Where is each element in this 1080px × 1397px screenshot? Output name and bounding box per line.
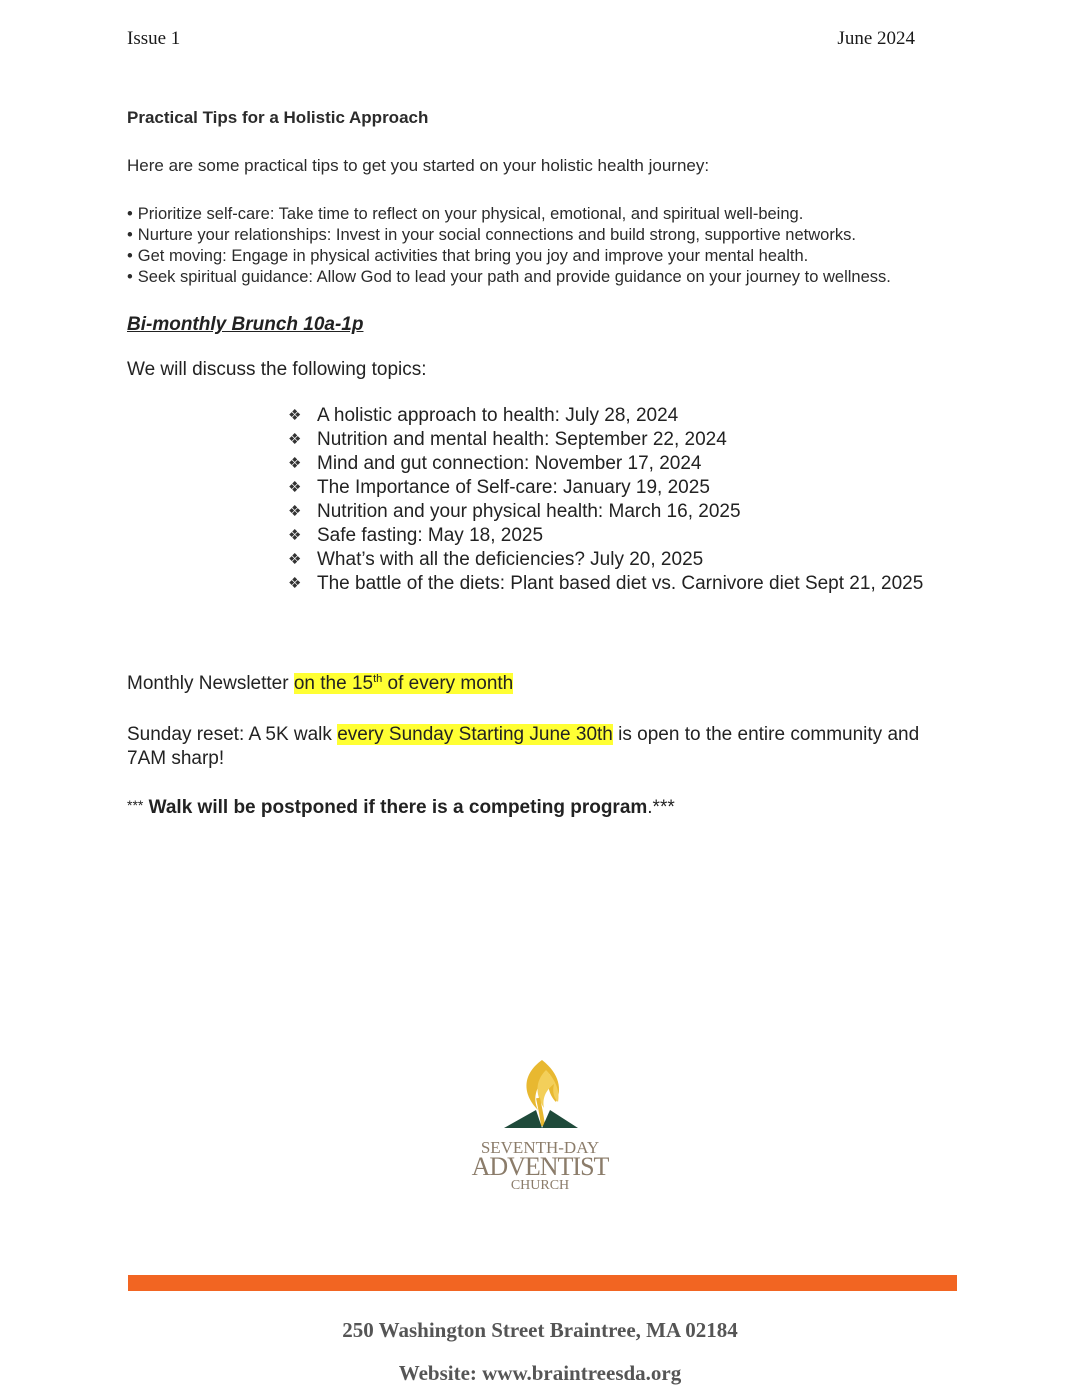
diamond-bullet-icon: ❖ <box>288 551 302 568</box>
topic-text: Mind and gut connection: November 17, 2024 <box>317 453 702 474</box>
tip-item: • Get moving: Engage in physical activities that bring you joy and improve your mental health. <box>127 246 891 267</box>
tip-item: • Prioritize self-care: Take time to reflect on your physical, emotional, and spiritual well-being. <box>127 204 891 225</box>
book-left-page <box>504 1110 542 1128</box>
newsletter-highlight-text: on the 15 <box>293 673 374 694</box>
topic-text: The battle of the diets: Plant based diet vs. Carnivore diet Sept 21, 2025 <box>317 573 924 594</box>
newsletter-prefix: Monthly Newsletter <box>127 673 294 694</box>
ordinal-suffix: th <box>373 673 383 685</box>
logo-text-seventh-day: SEVENTH-DAY <box>480 1138 600 1157</box>
topic-text: Nutrition and mental health: September 22, 2024 <box>317 429 727 450</box>
footer-website[interactable]: Website: www.braintreesda.org <box>398 1361 682 1385</box>
brunch-intro: We will discuss the following topics: <box>127 359 427 380</box>
topic-text: Nutrition and your physical health: March 16, 2025 <box>317 501 741 522</box>
topic-text: A holistic approach to health: July 28, 2024 <box>317 405 679 426</box>
topic-item <box>288 428 923 452</box>
issue-date: June 2024 <box>837 28 915 49</box>
stars-open: *** <box>127 797 144 813</box>
topic-item <box>288 404 923 428</box>
diamond-bullet-icon: ❖ <box>288 527 302 544</box>
topic-item <box>288 524 923 548</box>
church-logo <box>460 1058 620 1198</box>
tips-list <box>127 204 891 288</box>
book-right-page <box>542 1110 578 1128</box>
newsletter-highlight-text-end: of every month <box>382 673 514 694</box>
newsletter-note <box>127 673 513 695</box>
diamond-bullet-icon: ❖ <box>288 479 302 496</box>
logo-text-church: CHURCH <box>510 1178 570 1193</box>
sunday-prefix: Sunday reset: A 5K walk <box>127 724 338 745</box>
logo-text-adventist: ADVENTIST <box>471 1152 609 1181</box>
tip-item: • Seek spiritual guidance: Allow God to lead your path and provide guidance on your journey to wellness. <box>127 267 891 288</box>
footer-address: 250 Washington Street Braintree, MA 02184 <box>342 1318 738 1342</box>
brunch-heading: Bi-monthly Brunch 10a-1p <box>127 314 364 335</box>
section-title-holistic: Practical Tips for a Holistic Approach <box>127 108 429 127</box>
postpone-text: Walk will be postponed if there is a competing program <box>143 797 648 818</box>
topic-item <box>288 548 923 572</box>
sunday-suffix: is open to the entire community and 7AM sharp! <box>127 724 920 769</box>
tip-item: • Nurture your relationships: Invest in your social connections and build strong, supportive networks. <box>127 225 891 246</box>
topic-text: What’s with all the deficiencies? July 20, 2025 <box>317 549 704 570</box>
diamond-bullet-icon: ❖ <box>288 503 302 520</box>
diamond-bullet-icon: ❖ <box>288 455 302 472</box>
footer-accent-bar <box>128 1275 957 1291</box>
stars-close: .*** <box>647 797 675 818</box>
holistic-intro: Here are some practical tips to get you started on your holistic health journey: <box>127 156 710 175</box>
newsletter-highlight <box>294 673 513 694</box>
topic-item <box>288 572 923 596</box>
postpone-notice <box>127 797 675 819</box>
topic-item <box>288 500 923 524</box>
topic-item <box>288 452 923 476</box>
sunday-highlight: every Sunday Starting June 30th <box>337 724 613 745</box>
issue-number: Issue 1 <box>127 28 181 49</box>
sunday-reset-note <box>127 723 957 771</box>
diamond-bullet-icon: ❖ <box>288 407 302 424</box>
topic-text: The Importance of Self-care: January 19, 2025 <box>317 477 710 498</box>
topic-text: Safe fasting: May 18, 2025 <box>317 525 544 546</box>
topics-list <box>288 404 923 596</box>
diamond-bullet-icon: ❖ <box>288 431 302 448</box>
topic-item <box>288 476 923 500</box>
flame-book-icon <box>490 1058 590 1138</box>
diamond-bullet-icon: ❖ <box>288 575 302 592</box>
